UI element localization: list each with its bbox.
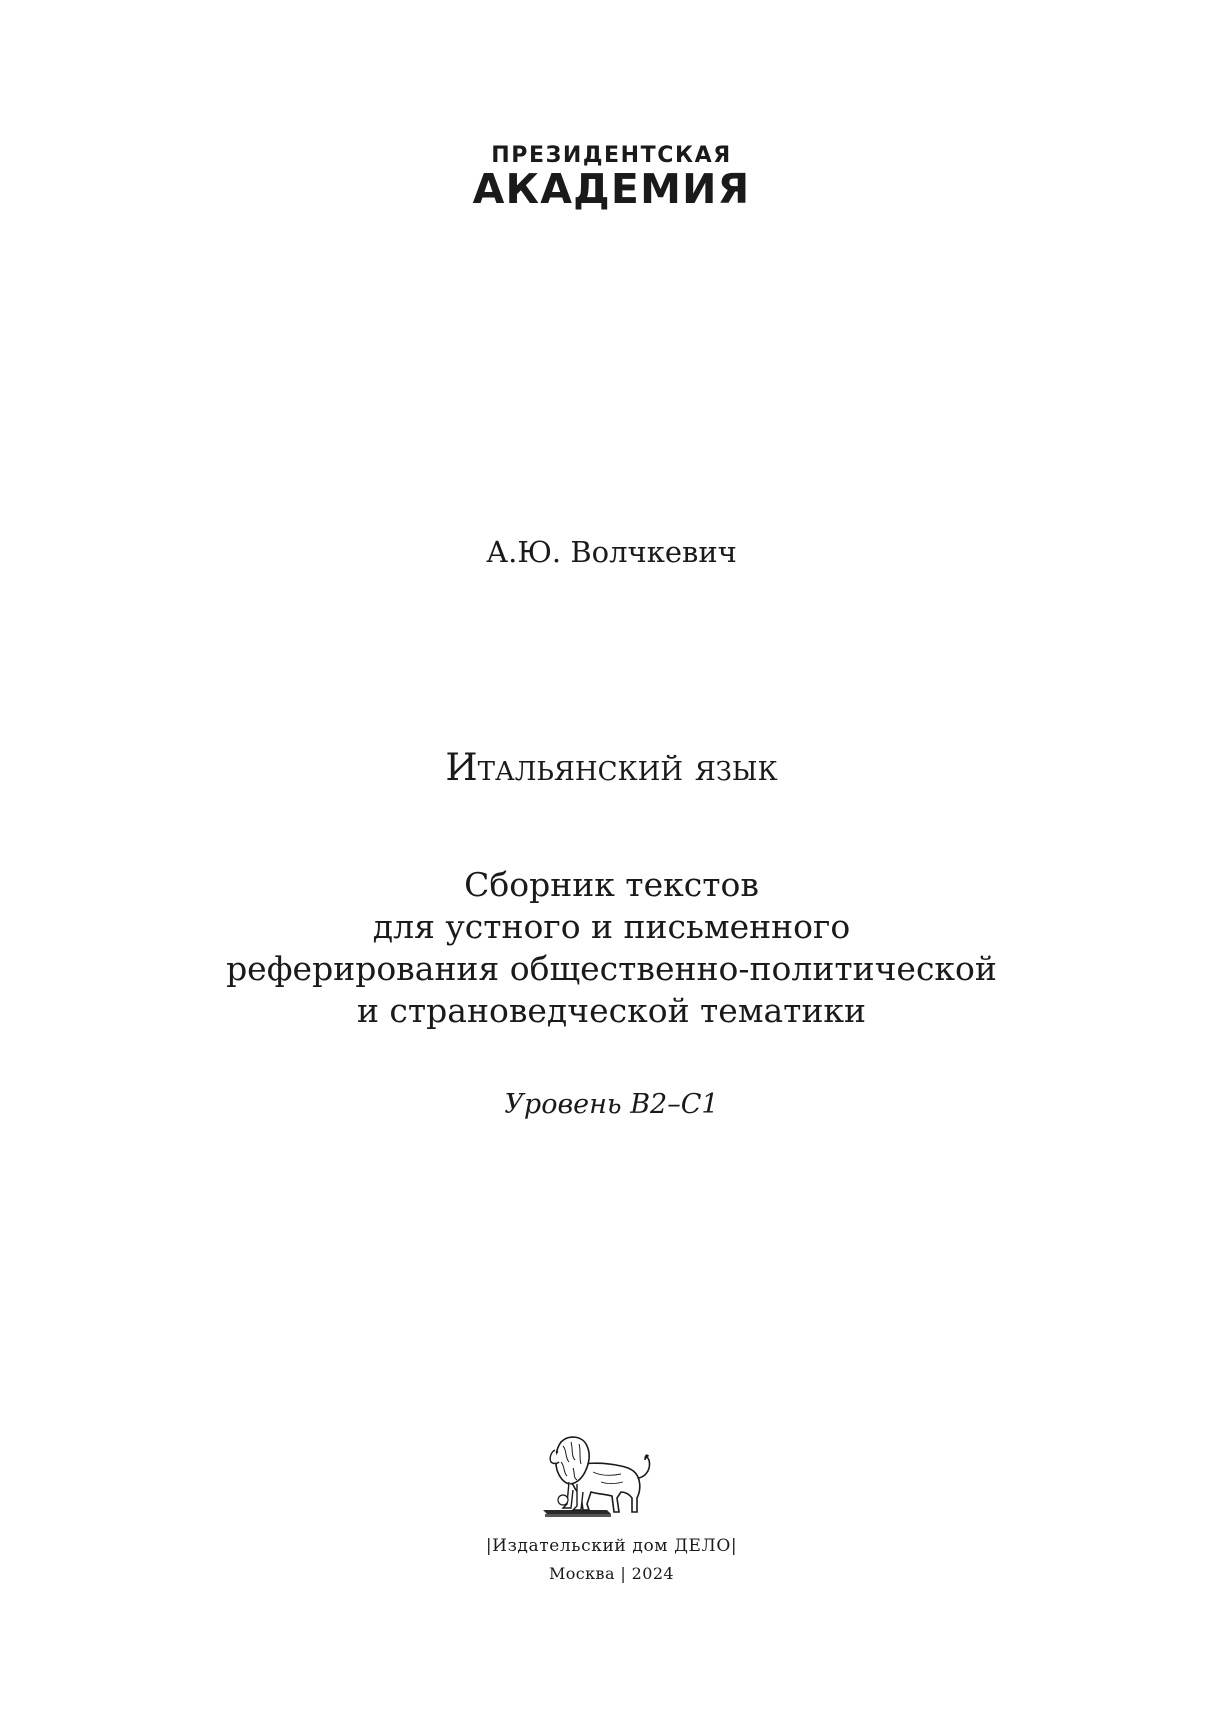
city-year: Москва | 2024 bbox=[548, 1564, 674, 1583]
subtitle-line: для устного и письменного bbox=[372, 907, 851, 946]
publisher-name: |Издательский дом ДЕЛО| bbox=[485, 1536, 738, 1556]
logo-line-top: ПРЕЗИДЕНТСКАЯ bbox=[491, 143, 732, 168]
lion-on-book-icon bbox=[541, 1432, 657, 1522]
subtitle-line: Сборник текстов bbox=[464, 865, 759, 904]
subtitle-line: и страноведческой тематики bbox=[356, 991, 867, 1030]
author-name: А.Ю. Волчкевич bbox=[486, 535, 737, 569]
logo-line-bottom: АКАДЕМИЯ bbox=[472, 165, 751, 213]
academy-logo bbox=[0, 143, 1223, 211]
level-label: Уровень B2–C1 bbox=[504, 1089, 719, 1120]
subtitle-line: реферирования общественно-политической bbox=[226, 949, 997, 988]
book-subtitle bbox=[0, 864, 1223, 1032]
book-title: Итальянский язык bbox=[445, 746, 778, 789]
